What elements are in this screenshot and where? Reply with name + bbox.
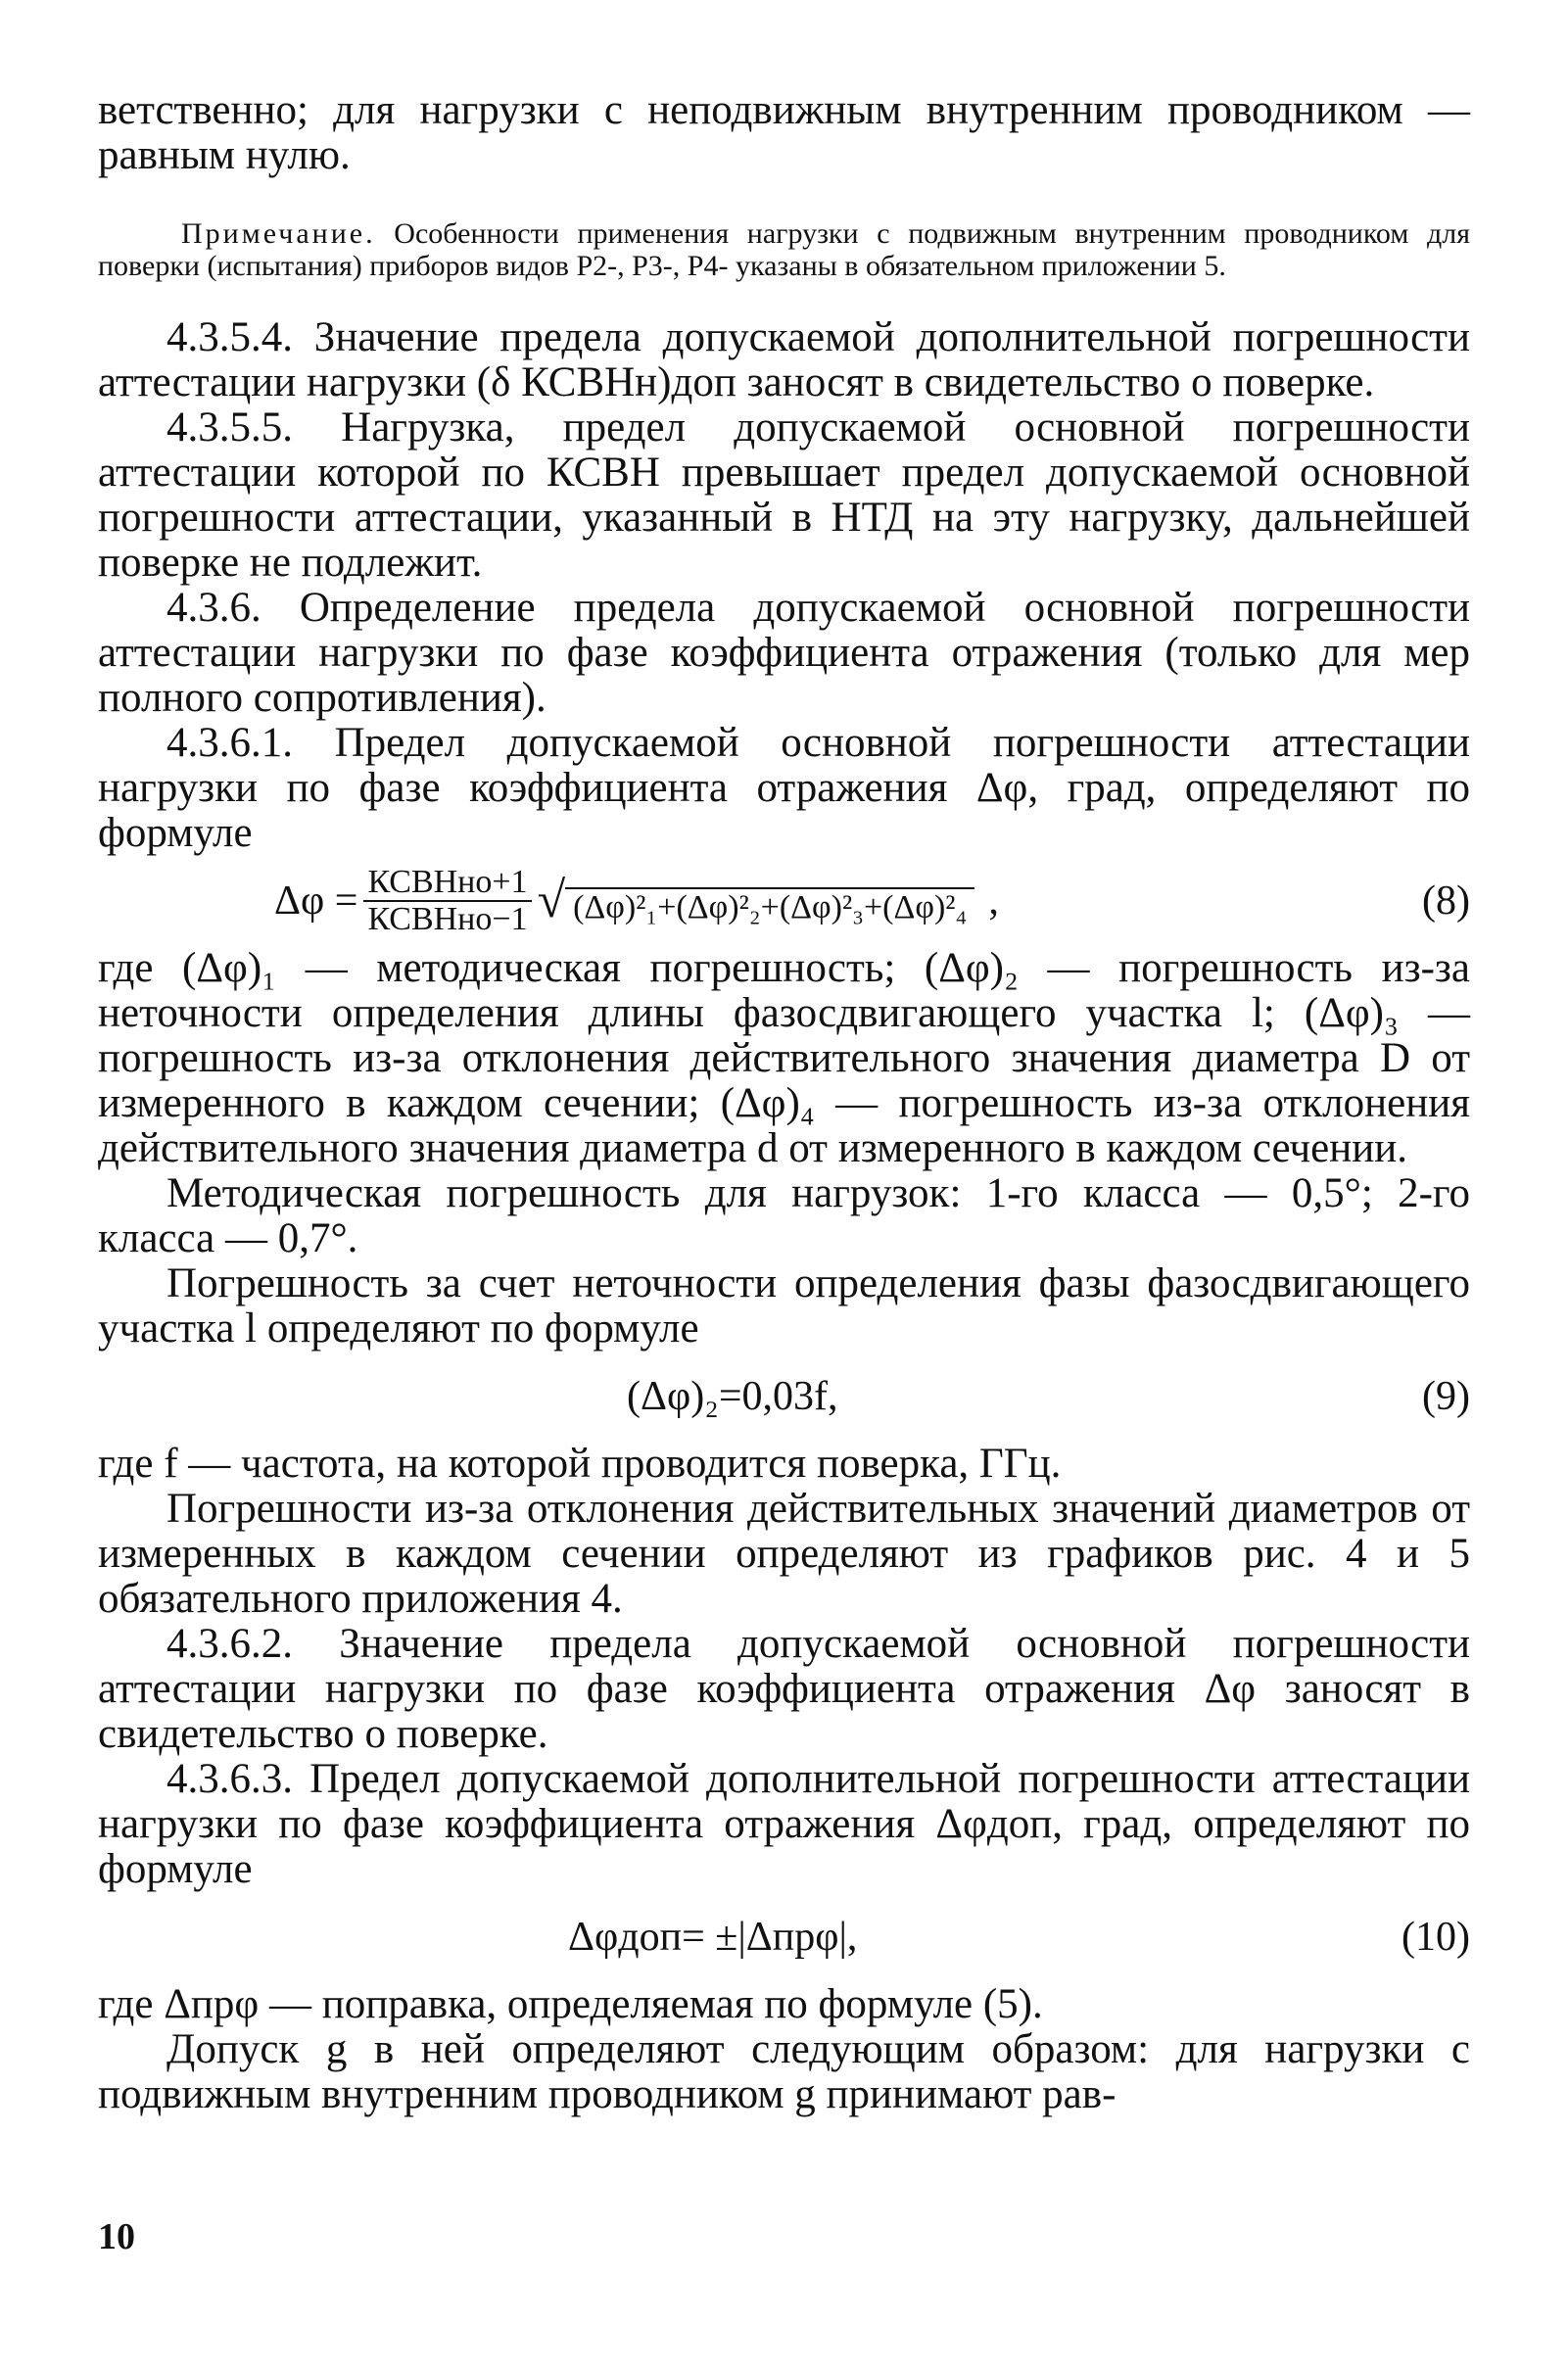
formula-9	[98, 1352, 1470, 1442]
formula-8-lhs: Δφ =	[274, 878, 358, 924]
formula-10	[98, 1892, 1470, 1982]
formula-8-sqrt	[537, 873, 975, 928]
formula-8-number: (8)	[1422, 878, 1470, 924]
paragraph-4-3-6-2: 4.3.6.2. Значение предела допускаемой основной погрешности аттестации нагрузки по фазе коэффициента отражения Δφ заносят в свидетельство о поверке.	[98, 1621, 1470, 1757]
paragraph-4-3-6-3: 4.3.6.3. Предел допускаемой дополнительной погрешности аттестации нагрузки по фазе коэффициента отражения Δφдоп, град, определяют по формуле	[98, 1756, 1470, 1892]
paragraph-4-3-5-4: 4.3.5.4. Значение предела допускаемой дополнительной погрешности аттестации нагрузки (δ КСВНн)доп заносят в свидетельство о поверке.	[98, 314, 1470, 405]
formula-8-denominator: КСВНно−1	[367, 901, 528, 937]
paragraph-continuation: ветственно; для нагрузки с неподвижным внутренним проводником — равным нулю.	[98, 87, 1470, 178]
note-text: Особенности применения нагрузки с подвижным внутренним проводником для поверки (испытания) приборов видов Р2-, Р3-, Р4- указаны в обязательном приложении 5.	[98, 217, 1470, 282]
formula-8-trail: ,	[988, 878, 999, 924]
formula-8	[98, 856, 1470, 946]
note	[98, 217, 1470, 282]
note-label: Примечание.	[181, 217, 376, 250]
paragraph-where-8: где (Δφ)₁ — методическая погрешность; (Δφ)₂ — погрешность из-за неточности определения длины фазосдвигающего участка l; (Δφ)₃ — погрешность из-за отклонения действительного значения диаметра D от измеренного в каждом сечении; (Δφ)₄ — погрешность из-за отклонения действительного значения диаметра d от измеренного в каждом сечении.	[98, 945, 1470, 1171]
paragraph-4-3-6: 4.3.6. Определение предела допускаемой основной погрешности аттестации нагрузки по фазе коэффициента отражения (только для мер полного сопротивления).	[98, 585, 1470, 721]
paragraph-where-10: где Δпрφ — поправка, определяемая по формуле (5).	[98, 1981, 1043, 2027]
paragraph-4-3-6-1: 4.3.6.1. Предел допускаемой основной погрешности аттестации нагрузки по фазе коэффициента отражения Δφ, град, определяют по формуле	[98, 720, 1470, 856]
paragraph-phase-error: Погрешность за счет неточности определения фазы фазосдвигающего участка l определяют по формуле	[98, 1260, 1470, 1352]
page-number: 10	[98, 2216, 135, 2257]
formula-9-number: (9)	[1422, 1374, 1470, 1419]
paragraph-where-9: где f — частота, на которой проводится поверка, ГГц.	[98, 1441, 1062, 1487]
radical-sign-icon: √	[537, 873, 566, 928]
formula-9-expr: (Δφ)₂=0,03f,	[627, 1374, 838, 1419]
formula-8-radicand: (Δφ)²₁+(Δφ)²₂+(Δφ)²₃+(Δφ)²₄	[565, 887, 974, 926]
paragraph-method-error: Методическая погрешность для нагрузок: 1-го класса — 0,5°; 2-го класса — 0,7°.	[98, 1170, 1470, 1261]
formula-10-number: (10)	[1402, 1915, 1470, 1960]
paragraph-4-3-5-5: 4.3.5.5. Нагрузка, предел допускаемой основной погрешности аттестации которой по КСВН превышает предел допускаемой основной погрешности аттестации, указанный в НТД на эту нагрузку, дальнейшей поверке не подлежит.	[98, 404, 1470, 586]
paragraph-tolerance: Допуск g в ней определяют следующим образом: для нагрузки с подвижным внутренним проводником g принимают рав-	[98, 2026, 1470, 2117]
formula-10-expr: Δφдоп= ±|Δпрφ|,	[568, 1915, 858, 1960]
paragraph-diameter-errors: Погрешности из-за отклонения действительных значений диаметров от измеренных в каждом сечении определяют из графиков рис. 4 и 5 обязательного приложения 4.	[98, 1486, 1470, 1622]
formula-8-fraction	[363, 865, 531, 937]
formula-8-numerator: КСВНно+1	[363, 865, 531, 902]
